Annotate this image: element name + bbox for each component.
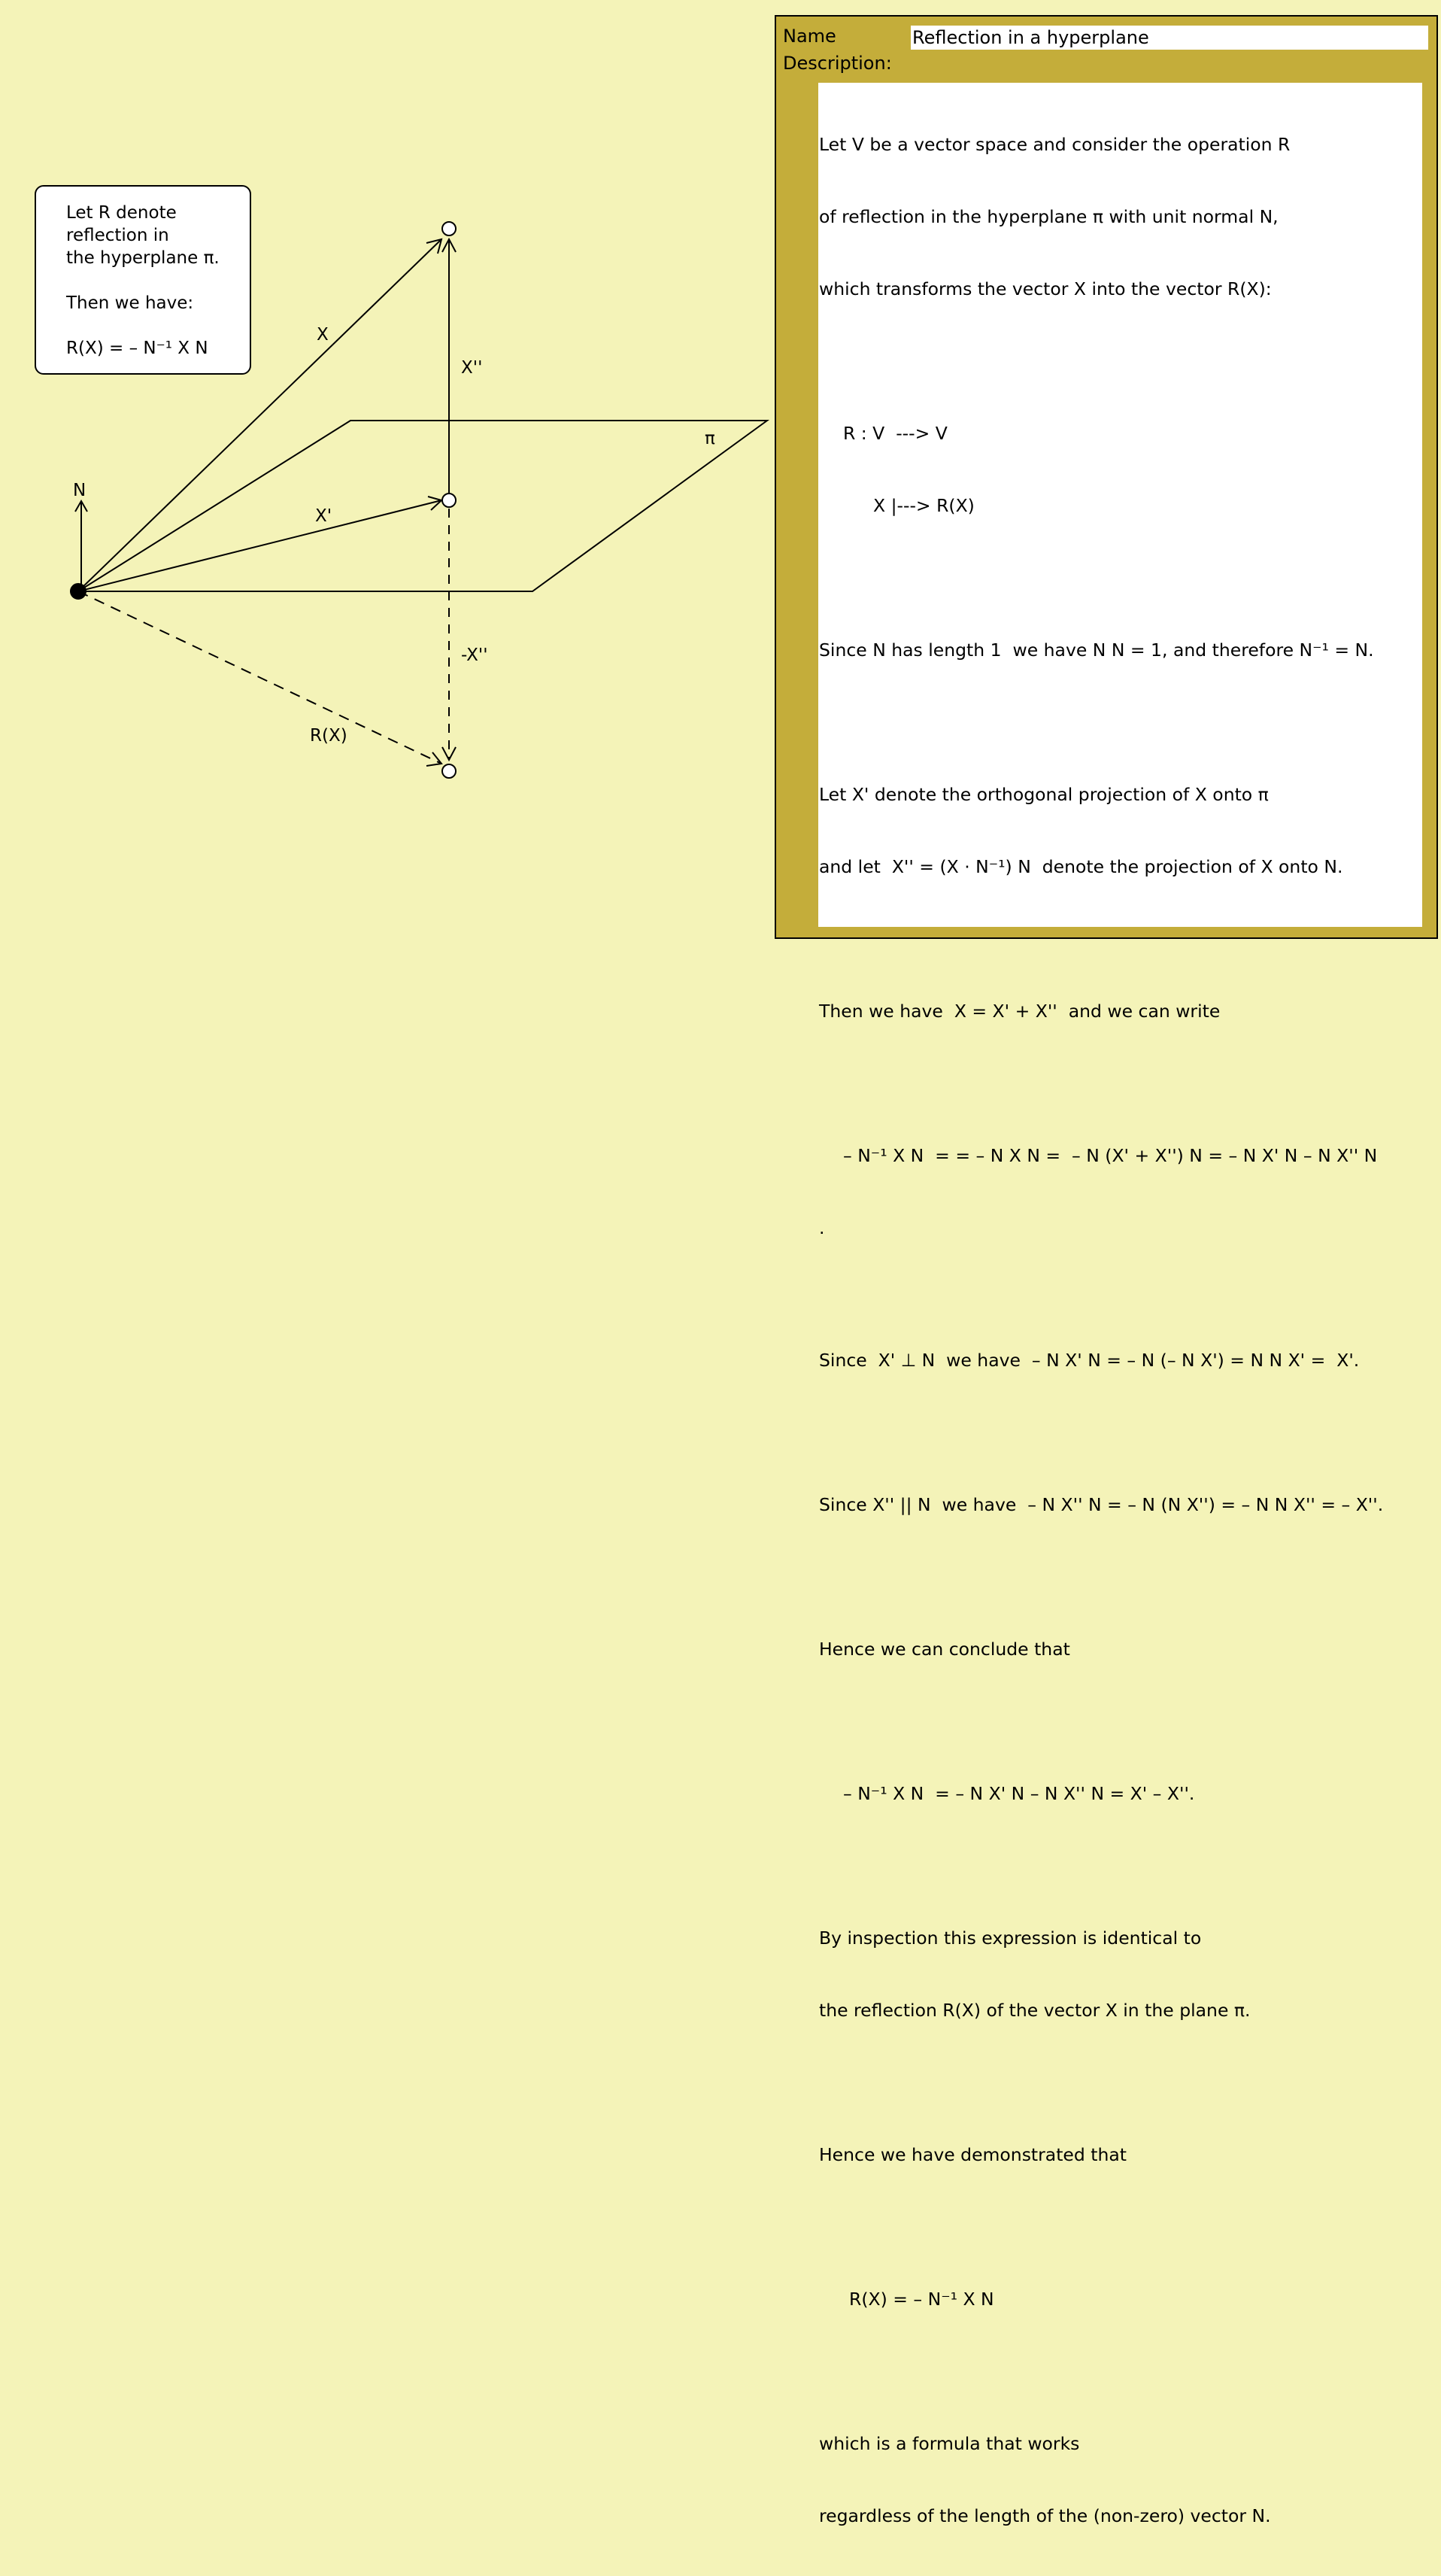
origin-point[interactable] <box>71 584 86 599</box>
note-line: reflection in <box>66 226 169 245</box>
description-line: the reflection R(X) of the vector X in the plane π. <box>819 2000 1251 2021</box>
note-line: Then we have: <box>66 293 194 313</box>
vector-reflection <box>78 591 441 764</box>
description-line: Since X' ⊥ N we have – N X' N = – N (– N X') = N N X' = X'. <box>819 1350 1360 1371</box>
description-textarea[interactable] <box>818 83 1422 2526</box>
note-box <box>35 185 251 375</box>
description-line: Since N has length 1 we have N N = 1, and therefore N⁻¹ = N. <box>819 639 1374 661</box>
description-line: which is a formula that works <box>819 2433 1080 2454</box>
description-line: . <box>819 1217 825 1238</box>
description-line: and let X'' = (X · N⁻¹) N denote the projection of X onto N. <box>819 856 1343 877</box>
point-x-prime[interactable] <box>442 494 456 507</box>
description-line: Then we have X = X' + X'' and we can write <box>819 1001 1221 1022</box>
label-reflection: R(X) <box>310 726 347 746</box>
vector-x-prime <box>78 500 441 591</box>
name-label: Name <box>783 26 836 47</box>
description-line: – N⁻¹ X N = = – N X N = – N (X' + X'') N = – N X' N – N X'' N <box>843 1145 1378 1166</box>
name-input[interactable] <box>911 26 1428 50</box>
description-line: regardless of the length of the (non-zero) vector N. <box>819 2505 1271 2526</box>
note-line: Let R denote <box>66 203 177 223</box>
point-reflection[interactable] <box>442 764 456 778</box>
description-line: Let X' denote the orthogonal projection of X onto π <box>819 784 1269 805</box>
properties-panel <box>775 15 1438 2526</box>
description-line: X |---> R(X) <box>873 495 975 516</box>
description-line: Hence we can conclude that <box>819 1639 1070 1660</box>
label-x-double-prime: X'' <box>461 358 483 378</box>
description-line: which transforms the vector X into the vector R(X): <box>819 278 1272 299</box>
note-line: the hyperplane π. <box>66 248 220 268</box>
description-line: – N⁻¹ X N = – N X' N – N X'' N = X' – X''. <box>843 1783 1195 1804</box>
description-line: Since X'' || N we have – N X'' N = – N (N X'') = – N N X'' = – X''. <box>819 1494 1384 1515</box>
description-line: Let V be a vector space and consider the operation R <box>819 134 1291 155</box>
description-label: Description: <box>783 53 892 74</box>
label-n: N <box>73 481 86 500</box>
vector-reflection-arrowhead <box>426 752 441 766</box>
description-line: By inspection this expression is identical to <box>819 1927 1202 1949</box>
label-x: X <box>317 325 329 345</box>
description-line: R(X) = – N⁻¹ X N <box>849 2289 994 2310</box>
label-neg-x-double-prime: -X'' <box>461 646 488 665</box>
description-line: Hence we have demonstrated that <box>819 2144 1127 2165</box>
label-x-prime: X' <box>315 506 332 526</box>
description-line: of reflection in the hyperplane π with unit normal N, <box>819 206 1279 227</box>
description-line: R : V ---> V <box>843 423 948 444</box>
note-formula: R(X) = – N⁻¹ X N <box>66 339 208 358</box>
label-pi: π <box>705 429 715 448</box>
point-x[interactable] <box>442 222 456 235</box>
